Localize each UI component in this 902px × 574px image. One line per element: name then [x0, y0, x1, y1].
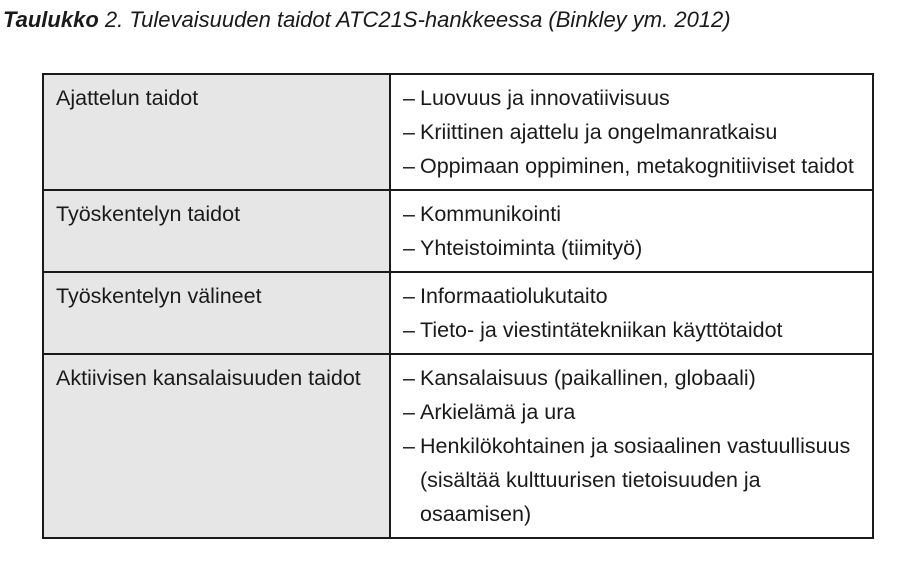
list-item: – Informaatiolukutaito: [403, 284, 608, 308]
skills-table: [42, 73, 874, 539]
list-item: – Kriittinen ajattelu ja ongelmanratkaisu: [403, 120, 778, 144]
table-row: [43, 190, 873, 272]
list-item: – Arkielämä ja ura: [403, 400, 576, 424]
category-cell: Ajattelun taidot: [43, 74, 390, 190]
items-cell: [390, 74, 873, 190]
list-item: – Tieto- ja viestintätekniikan käyttötaidot: [403, 318, 783, 342]
items-cell: [390, 354, 873, 538]
list-item: – Luovuus ja innovatiivisuus: [403, 86, 670, 110]
table-row: [43, 74, 873, 190]
category-cell: Työskentelyn taidot: [43, 190, 390, 272]
category-cell: Aktiivisen kansalaisuuden taidot: [43, 354, 390, 538]
items-cell: [390, 190, 873, 272]
items-cell: [390, 272, 873, 354]
list-item: – Kommunikointi: [403, 202, 561, 226]
category-cell: Työskentelyn välineet: [43, 272, 390, 354]
list-item: – Yhteistoiminta (tiimityö): [403, 236, 643, 260]
caption-label: Taulukko 2.: [3, 7, 124, 32]
caption-text: Tulevaisuuden taidot ATC21S-hankkeessa (Binkley ym. 2012): [129, 7, 731, 32]
list-item: – Kansalaisuus (paikallinen, globaali): [403, 366, 756, 390]
table-row: [43, 354, 873, 538]
list-item: – Oppimaan oppiminen, metakognitiiviset taidot: [403, 154, 854, 178]
table-caption: [3, 6, 731, 34]
list-item: – Henkilökohtainen ja sosiaalinen vastuullisuus (sisältää kulttuurisen tietoisuuden ja osaamisen): [403, 434, 851, 526]
table-row: [43, 272, 873, 354]
